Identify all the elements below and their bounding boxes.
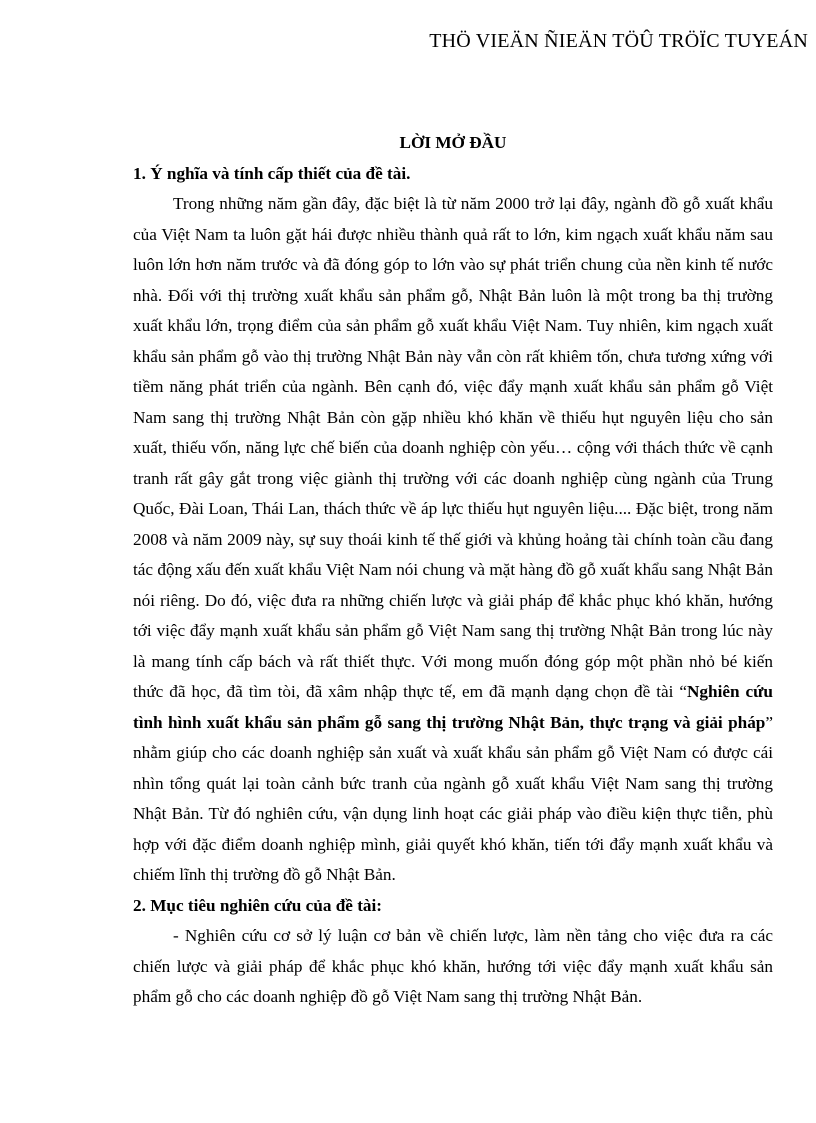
section-heading-1: 1. Ý nghĩa và tính cấp thiết của đề tài. xyxy=(133,163,411,183)
document-body xyxy=(133,128,773,1013)
thesis-title: Nghiên cứu tình hình xuất khẩu sản phẩm gỗ sang thị trường Nhật Bản, thực trạng và giải pháp xyxy=(133,682,773,732)
paragraph-text-part1: Trong những năm gần đây, đặc biệt là từ năm 2000 trở lại đây, ngành đồ gỗ xuất khẩu của Việt Nam ta luôn gặt hái được nhiều thành quả rất to lớn, kim ngạch xuất khẩu năm sau luôn lớn hơn năm trước và đã đóng góp to lớn vào sự phát triển chung của nền kinh tế nước nhà. Đối với thị trường xuất khẩu sản phẩm gỗ, Nhật Bản luôn là một trong ba thị trường xuất khẩu lớn, trọng điểm của sản phẩm gỗ xuất khẩu Việt Nam. Tuy nhiên, kim ngạch xuất khẩu sản phẩm gỗ vào thị trường Nhật Bản này vẫn còn rất khiêm tốn, chưa tương xứng với tiềm năng phát triển của ngành. Bên cạnh đó, việc đẩy mạnh xuất khẩu sản phẩm gỗ Việt Nam sang thị trường Nhật Bản còn gặp nhiều khó khăn về thiếu hụt nguyên liệu cho sản xuất, thiếu vốn, năng lực chế biến của doanh nghiệp còn yếu… cộng với thách thức về cạnh tranh rất gây gắt trong việc giành thị trường với các doanh nghiệp cùng ngành của Trung Quốc, Đài Loan, Thái Lan, thách thức về áp lực thiếu hụt nguyên liệu.... Đặc biệt, trong năm 2008 và năm 2009 này, sự suy thoái kinh tế thế giới và khủng hoảng tài chính toàn cầu đang tác động xấu đến xuất khẩu Việt Nam nói chung và mặt hàng đồ gỗ xuất khẩu sang Nhật Bản nói riêng. Do đó, việc đưa ra những chiến lược và giải pháp để khắc phục khó khăn, hướng tới việc đẩy mạnh xuất khẩu sản phẩm gỗ Việt Nam sang thị trường Nhật Bản trong lúc này là mang tính cấp bách và rất thiết thực. Với mong muốn đóng góp một phần nhỏ bé kiến thức đã học, đã tìm tòi, đã xâm nhập thực tế, em đã mạnh dạng chọn đề tài “ xyxy=(133,194,773,701)
paragraph-significance xyxy=(133,189,773,891)
section-heading-2: 2. Mục tiêu nghiên cứu của đề tài: xyxy=(133,895,383,915)
page-title: LỜI MỞ ĐẦU xyxy=(399,133,507,152)
objective-item-1: - Nghiên cứu cơ sở lý luận cơ bản về chiến lược, làm nền tảng cho việc đưa ra các chiến lược và giải pháp để khắc phục khó khăn, hướng tới việc đẩy mạnh xuất khẩu sản phẩm gỗ cho các doanh nghiệp đồ gỗ Việt Nam sang thị trường Nhật Bản. xyxy=(133,926,773,1006)
running-header: THÖ VIEÄN ÑIEÄN TÖÛ TRÖÏC TUYEÁN xyxy=(429,30,808,52)
paragraph-text-part2: ” nhằm giúp cho các doanh nghiệp sản xuất và xuất khẩu sản phẩm gỗ Việt Nam có được cái nhìn tổng quát lại toàn cảnh bức tranh của ngành gỗ xuất khẩu Việt Nam sang thị trường Nhật Bản. Từ đó nghiên cứu, vận dụng linh hoạt các giải pháp vào điều kiện thực tiễn, phù hợp với đặc điểm doanh nghiệp mình, giải quyết khó khăn, tiến tới đẩy mạnh xuất khẩu và chiếm lĩnh thị trường đồ gỗ Nhật Bản. xyxy=(133,712,773,884)
